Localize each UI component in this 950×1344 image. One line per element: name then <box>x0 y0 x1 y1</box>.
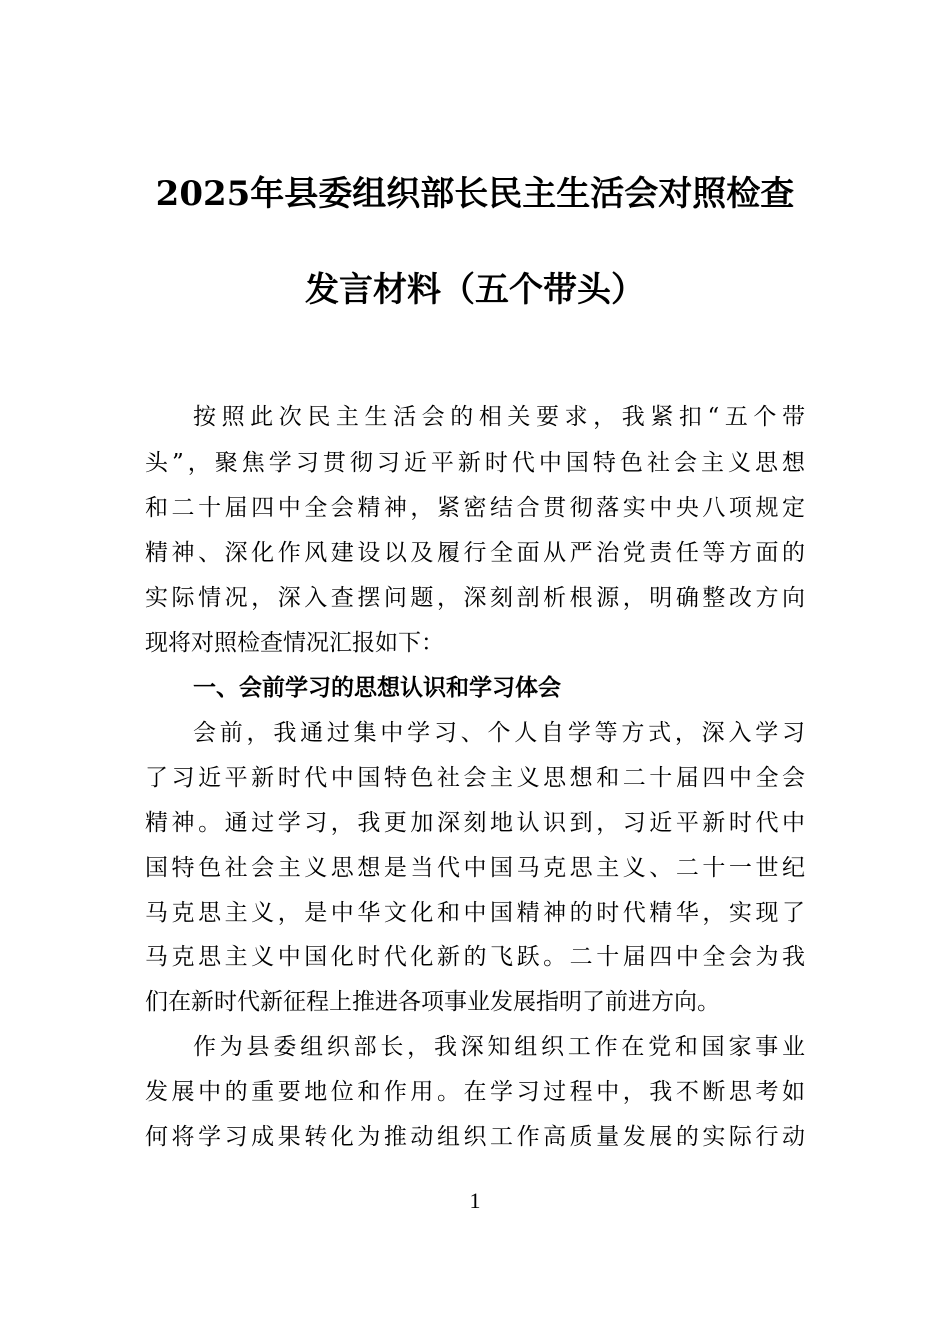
paragraph-line: 会前，我通过集中学习、个人自学等方式，深入学习 <box>193 720 805 746</box>
intro-line: 和二十届四中全会精神，紧密结合贯彻落实中央八项规定 <box>145 495 805 521</box>
paragraph-line: 何将学习成果转化为推动组织工作高质量发展的实际行动 <box>145 1124 805 1150</box>
paragraph-line: 马克思主义中国化时代化新的飞跃。二十届四中全会为我 <box>145 944 805 970</box>
paragraph-line: 作为县委组织部长，我深知组织工作在党和国家事业 <box>193 1034 805 1060</box>
paragraph-line: 了习近平新时代中国特色社会主义思想和二十届四中全会 <box>145 765 805 791</box>
intro-line: 精神、深化作风建设以及履行全面从严治党责任等方面的 <box>145 540 805 566</box>
paragraph-line: 马克思主义，是中华文化和中国精神的时代精华，实现了 <box>145 900 805 926</box>
intro-line: 实际情况，深入查摆问题，深刻剖析根源，明确整改方向 <box>145 585 805 611</box>
paragraph-line: 们在新时代新征程上推进各项事业发展指明了前进方向。 <box>145 989 720 1015</box>
section-heading: 一、会前学习的思想认识和学习体会 <box>193 675 561 701</box>
intro-line: 按照此次民主生活会的相关要求，我紧扣“五个带 <box>193 404 805 430</box>
document-title-line-2: 发言材料（五个带头） <box>305 270 645 310</box>
page-number: 1 <box>469 1188 481 1213</box>
intro-line: 头”，聚焦学习贯彻习近平新时代中国特色社会主义思想 <box>145 450 805 476</box>
paragraph-line: 精神。通过学习，我更加深刻地认识到，习近平新时代中 <box>145 810 805 836</box>
paragraph-line: 国特色社会主义思想是当代中国马克思主义、二十一世纪 <box>145 855 805 881</box>
paragraph-line: 发展中的重要地位和作用。在学习过程中，我不断思考如 <box>145 1079 805 1105</box>
document-title-line-1: 2025年县委组织部长民主生活会对照检查 <box>155 174 795 214</box>
intro-line: 现将对照检查情况汇报如下： <box>145 630 444 656</box>
